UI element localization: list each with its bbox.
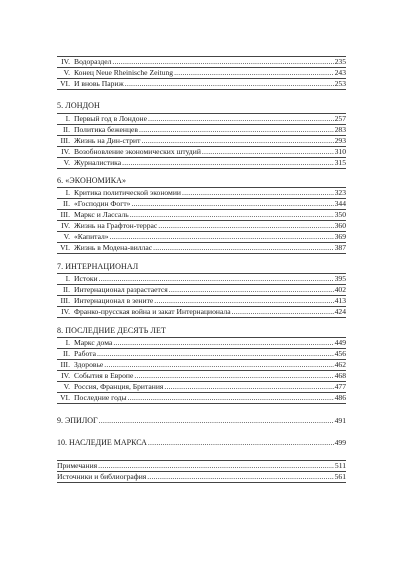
entry-page: 402: [334, 285, 346, 294]
leader-dots: [139, 125, 334, 135]
leader-dots: [148, 438, 334, 448]
toc-entry[interactable]: [57, 460, 346, 472]
leader-dots: [164, 382, 333, 392]
entry-title: Истоки: [74, 274, 98, 283]
leader-dots: [131, 199, 333, 209]
entry-title: Политика беженцев: [74, 125, 138, 134]
toc-entry[interactable]: [57, 68, 346, 79]
toc-entry[interactable]: [57, 113, 346, 125]
entry-page: 424: [334, 307, 346, 316]
toc-entry[interactable]: [57, 416, 346, 426]
entry-page: 369: [334, 232, 346, 241]
entry-page: 344: [334, 199, 346, 208]
leader-dots: [113, 338, 333, 348]
entry-title: Источники и библиография: [57, 472, 147, 481]
leader-dots: [112, 57, 333, 67]
entry-number: III.: [60, 210, 70, 219]
entry-page: 253: [334, 79, 346, 88]
entry-title: Здоровье: [74, 360, 104, 369]
toc-entry[interactable]: [57, 187, 346, 199]
part7-list: [57, 273, 346, 318]
entry-number: II.: [63, 199, 70, 208]
toc-entry[interactable]: [57, 147, 346, 158]
entry-page: 486: [334, 393, 346, 402]
part8-list: [57, 337, 346, 404]
part9-section: [57, 416, 346, 426]
toc-entry[interactable]: [57, 273, 346, 285]
entry-number: I.: [65, 338, 70, 347]
toc-entry[interactable]: [57, 125, 346, 136]
entry-page: 243: [334, 68, 346, 77]
part7-section: [57, 262, 346, 272]
leader-dots: [169, 285, 334, 295]
leader-dots: [97, 349, 334, 359]
leader-dots: [98, 461, 334, 471]
toc-entry[interactable]: [57, 438, 346, 448]
entry-number: IV.: [61, 221, 70, 230]
section-heading[interactable]: 5. ЛОНДОН: [57, 101, 100, 110]
toc-entry[interactable]: [57, 371, 346, 382]
toc-entry[interactable]: [57, 199, 346, 210]
toc-entry[interactable]: [57, 472, 346, 483]
entry-title: Первый год в Лондоне: [74, 114, 147, 123]
entry-page: 283: [334, 125, 346, 134]
leader-dots: [141, 136, 333, 146]
entry-title: Жизнь на Дин-стрит: [74, 136, 141, 145]
entry-page: 449: [334, 338, 346, 347]
toc-entry[interactable]: [57, 382, 346, 393]
leader-dots: [153, 243, 334, 253]
entry-page: 468: [334, 371, 346, 380]
leader-dots: [104, 360, 333, 370]
entry-title: Интернационал разрастается: [74, 285, 168, 294]
leader-dots: [128, 393, 334, 403]
entry-number: III.: [60, 360, 70, 369]
entry-title: Маркс и Лассаль: [74, 210, 129, 219]
entry-number: I.: [65, 188, 70, 197]
leader-dots: [122, 158, 334, 168]
section-heading[interactable]: 7. ИНТЕРНАЦИОНАЛ: [57, 262, 139, 271]
entry-number: VI.: [60, 393, 70, 402]
entry-title: Жизнь на Графтон-террас: [74, 221, 158, 230]
entry-number: II.: [63, 125, 70, 134]
leader-dots: [182, 188, 334, 198]
leader-dots: [232, 307, 334, 317]
entry-page: 360: [334, 221, 346, 230]
entry-title: Водораздел: [74, 57, 112, 66]
leader-dots: [99, 274, 334, 284]
entry-number: I.: [65, 114, 70, 123]
toc-entry[interactable]: [57, 285, 346, 296]
entry-number: VI.: [60, 79, 70, 88]
section-heading: 9. ЭПИЛОГ: [57, 416, 98, 425]
entry-number: V.: [63, 158, 70, 167]
toc-entry[interactable]: [57, 337, 346, 349]
section-heading: 10. НАСЛЕДИЕ МАРКСА: [57, 438, 147, 447]
entry-number: V.: [63, 68, 70, 77]
entry-title: Возобновление экономических штудий: [74, 147, 201, 156]
entry-title: Последние годы: [74, 393, 127, 402]
entry-title: Жизнь в Модена-виллас: [74, 243, 153, 252]
part6-list: [57, 187, 346, 254]
entry-title: Франко-прусская война и закат Интернационала: [74, 307, 231, 316]
entry-page: 491: [334, 416, 346, 425]
entry-title: Журналистика: [74, 158, 122, 167]
toc-entry[interactable]: [57, 307, 346, 318]
entry-number: II.: [63, 285, 70, 294]
section-heading[interactable]: 6. «ЭКОНОМИКА»: [57, 176, 127, 185]
part4-tail-list: [57, 56, 346, 90]
entry-page: 293: [334, 136, 346, 145]
entry-page: 511: [334, 461, 346, 470]
part5-list: [57, 113, 346, 169]
leader-dots: [148, 114, 334, 124]
entry-number: IV.: [61, 147, 70, 156]
entry-title: Работа: [74, 349, 96, 358]
entry-page: 323: [334, 188, 346, 197]
entry-number: IV.: [61, 371, 70, 380]
entry-title: Примечания: [57, 461, 98, 470]
toc-entry[interactable]: [57, 393, 346, 404]
toc-entry[interactable]: [57, 79, 346, 90]
entry-page: 456: [334, 349, 346, 358]
leader-dots: [110, 232, 334, 242]
entry-number: I.: [65, 274, 70, 283]
leader-dots: [154, 296, 333, 306]
entry-page: 350: [334, 210, 346, 219]
entry-page: 387: [334, 243, 346, 252]
entry-number: III.: [60, 296, 70, 305]
leader-dots: [99, 416, 334, 426]
entry-page: 310: [334, 147, 346, 156]
leader-dots: [130, 210, 334, 220]
entry-page: 462: [334, 360, 346, 369]
leader-dots: [147, 472, 333, 482]
entry-number: III.: [60, 136, 70, 145]
toc-entry[interactable]: [57, 158, 346, 169]
entry-number: II.: [63, 349, 70, 358]
entry-page: 477: [334, 382, 346, 391]
back-matter-list: [57, 460, 346, 483]
entry-title: Маркс дома: [74, 338, 113, 347]
toc-entry[interactable]: [57, 243, 346, 254]
entry-page: 315: [334, 158, 346, 167]
toc-entry[interactable]: [57, 232, 346, 243]
entry-number: V.: [63, 232, 70, 241]
part10-section: [57, 438, 346, 448]
entry-title: Интернационал в зените: [74, 296, 154, 305]
toc-entry[interactable]: [57, 56, 346, 68]
leader-dots: [202, 147, 334, 157]
toc-entry[interactable]: [57, 221, 346, 232]
toc-entry[interactable]: [57, 296, 346, 307]
entry-title: События в Европе: [74, 371, 134, 380]
entry-number: IV.: [61, 57, 70, 66]
entry-page: 499: [334, 438, 346, 447]
entry-page: 257: [334, 114, 346, 123]
leader-dots: [174, 68, 334, 78]
toc-entry[interactable]: [57, 136, 346, 147]
leader-dots: [158, 221, 333, 231]
entry-title: «Господин Фогт»: [74, 199, 131, 208]
entry-number: V.: [63, 382, 70, 391]
leader-dots: [134, 371, 333, 381]
entry-number: VI.: [60, 243, 70, 252]
entry-title: Конец Neue Rheinische Zeitung: [74, 68, 174, 77]
entry-title: И вновь Париж: [74, 79, 124, 88]
toc-entry[interactable]: [57, 360, 346, 371]
part8-section: [57, 326, 346, 336]
part6-section: [57, 176, 346, 186]
leader-dots: [125, 79, 334, 89]
toc-entry[interactable]: [57, 349, 346, 360]
section-heading[interactable]: 8. ПОСЛЕДНИЕ ДЕСЯТЬ ЛЕТ: [57, 326, 166, 335]
toc-entry[interactable]: [57, 210, 346, 221]
entry-number: IV.: [61, 307, 70, 316]
entry-page: 235: [334, 57, 346, 66]
entry-title: «Капитал»: [74, 232, 109, 241]
entry-title: Критика политической экономии: [74, 188, 181, 197]
entry-page: 413: [334, 296, 346, 305]
entry-page: 561: [334, 472, 346, 481]
part5-section: [57, 101, 346, 111]
entry-title: Россия, Франция, Британия: [74, 382, 164, 391]
entry-page: 395: [334, 274, 346, 283]
